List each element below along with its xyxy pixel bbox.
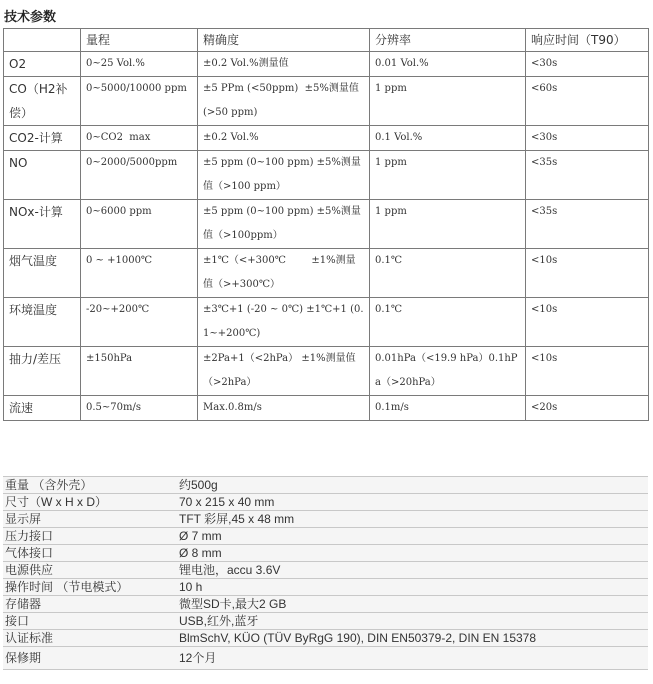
general-info-table <box>3 476 648 670</box>
param-resolution: 0.01 Vol.% <box>370 52 526 77</box>
info-row-gas-port <box>3 545 648 562</box>
param-accuracy: ±3℃+1 (-20 ~ 0℃) ±1℃+1 (0.1~+200℃) <box>198 298 370 347</box>
header-cell-blank <box>4 29 81 52</box>
param-response: <20s <box>526 396 649 421</box>
info-label: 保修期 <box>3 647 177 670</box>
info-value: 微型SD卡,最大2 GB <box>177 596 648 613</box>
spec-row-no <box>4 151 649 200</box>
param-name: NO <box>4 151 81 200</box>
param-response: <30s <box>526 126 649 151</box>
param-resolution: 1 ppm <box>370 151 526 200</box>
param-accuracy: Max.0.8m/s <box>198 396 370 421</box>
param-accuracy: ±5 ppm (0~100 ppm) ±5%测量值（>100 ppm） <box>198 151 370 200</box>
info-value: 70 x 215 x 40 mm <box>177 494 648 511</box>
info-row-certification <box>3 630 648 647</box>
spec-row-co2 <box>4 126 649 151</box>
info-value: 12个月 <box>177 647 648 670</box>
header-cell-response: 响应时间（T90） <box>526 29 649 52</box>
info-label: 气体接口 <box>3 545 177 562</box>
param-name: 烟气温度 <box>4 249 81 298</box>
param-response: <35s <box>526 200 649 249</box>
spec-row-ambient-temp <box>4 298 649 347</box>
info-value: Ø 8 mm <box>177 545 648 562</box>
info-row-memory <box>3 596 648 613</box>
spec-row-nox <box>4 200 649 249</box>
info-label: 重量 （含外壳） <box>3 477 177 494</box>
param-resolution: 1 ppm <box>370 77 526 126</box>
param-accuracy: ±0.2 Vol.% <box>198 126 370 151</box>
param-range: 0.5~70m/s <box>81 396 198 421</box>
spec-row-flue-temp <box>4 249 649 298</box>
section-title: 技术参数 <box>4 10 57 25</box>
info-label: 电源供应 <box>3 562 177 579</box>
param-name: 抽力/差压 <box>4 347 81 396</box>
info-label: 显示屏 <box>3 511 177 528</box>
param-resolution: 0.01hPa（<19.9 hPa）0.1hPa（>20hPa） <box>370 347 526 396</box>
info-row-warranty <box>3 647 648 670</box>
param-range: 0~6000 ppm <box>81 200 198 249</box>
param-range: 0~5000/10000 ppm <box>81 77 198 126</box>
spec-table <box>3 28 649 421</box>
param-response: <10s <box>526 249 649 298</box>
param-response: <10s <box>526 298 649 347</box>
spec-header-row <box>4 29 649 52</box>
param-accuracy: ±5 ppm (0~100 ppm) ±5%测量值（>100ppm） <box>198 200 370 249</box>
param-name: CO（H2补偿） <box>4 77 81 126</box>
param-response: <10s <box>526 347 649 396</box>
param-resolution: 1 ppm <box>370 200 526 249</box>
param-name: CO2-计算 <box>4 126 81 151</box>
info-label: 尺寸（W x H x D） <box>3 494 177 511</box>
spec-row-draft-pressure <box>4 347 649 396</box>
param-range: 0~25 Vol.% <box>81 52 198 77</box>
info-row-interface <box>3 613 648 630</box>
param-resolution: 0.1m/s <box>370 396 526 421</box>
param-range: ±150hPa <box>81 347 198 396</box>
info-label: 操作时间 （节电模式） <box>3 579 177 596</box>
param-range: -20~+200℃ <box>81 298 198 347</box>
info-value: TFT 彩屏,45 x 48 mm <box>177 511 648 528</box>
param-resolution: 0.1 Vol.% <box>370 126 526 151</box>
param-accuracy: ±1℃（<+300℃ ±1%测量值（>+300℃） <box>198 249 370 298</box>
header-cell-accuracy: 精确度 <box>198 29 370 52</box>
header-cell-resolution: 分辨率 <box>370 29 526 52</box>
spec-row-co <box>4 77 649 126</box>
param-name: 流速 <box>4 396 81 421</box>
param-accuracy: ±2Pa+1（<2hPa） ±1%测量值（>2hPa） <box>198 347 370 396</box>
param-resolution: 0.1℃ <box>370 249 526 298</box>
info-label: 认证标准 <box>3 630 177 647</box>
info-label: 存储器 <box>3 596 177 613</box>
info-row-weight <box>3 477 648 494</box>
info-label: 接口 <box>3 613 177 630</box>
param-name: 环境温度 <box>4 298 81 347</box>
info-row-pressure-port <box>3 528 648 545</box>
param-range: 0~CO2 max <box>81 126 198 151</box>
spec-row-o2 <box>4 52 649 77</box>
param-accuracy: ±5 PPm (<50ppm) ±5%测量值(>50 ppm) <box>198 77 370 126</box>
info-value: 约500g <box>177 477 648 494</box>
info-value: 锂电池，accu 3.6V <box>177 562 648 579</box>
param-response: <35s <box>526 151 649 200</box>
param-response: <60s <box>526 77 649 126</box>
info-value: Ø 7 mm <box>177 528 648 545</box>
param-resolution: 0.1℃ <box>370 298 526 347</box>
param-name: NOx-计算 <box>4 200 81 249</box>
spec-row-flow-speed <box>4 396 649 421</box>
param-range: 0~2000/5000ppm <box>81 151 198 200</box>
info-value: 10 h <box>177 579 648 596</box>
info-value: USB,红外,蓝牙 <box>177 613 648 630</box>
header-cell-range: 量程 <box>81 29 198 52</box>
param-response: <30s <box>526 52 649 77</box>
info-row-power <box>3 562 648 579</box>
info-label: 压力接口 <box>3 528 177 545</box>
param-accuracy: ±0.2 Vol.%测量值 <box>198 52 370 77</box>
info-row-operating-time <box>3 579 648 596</box>
param-name: O2 <box>4 52 81 77</box>
param-range: 0 ~ +1000℃ <box>81 249 198 298</box>
info-row-display <box>3 511 648 528</box>
info-row-dimensions <box>3 494 648 511</box>
info-value: BlmSchV, KÜO (TÜV ByRgG 190), DIN EN50379-2, DIN EN 15378 <box>177 630 648 647</box>
